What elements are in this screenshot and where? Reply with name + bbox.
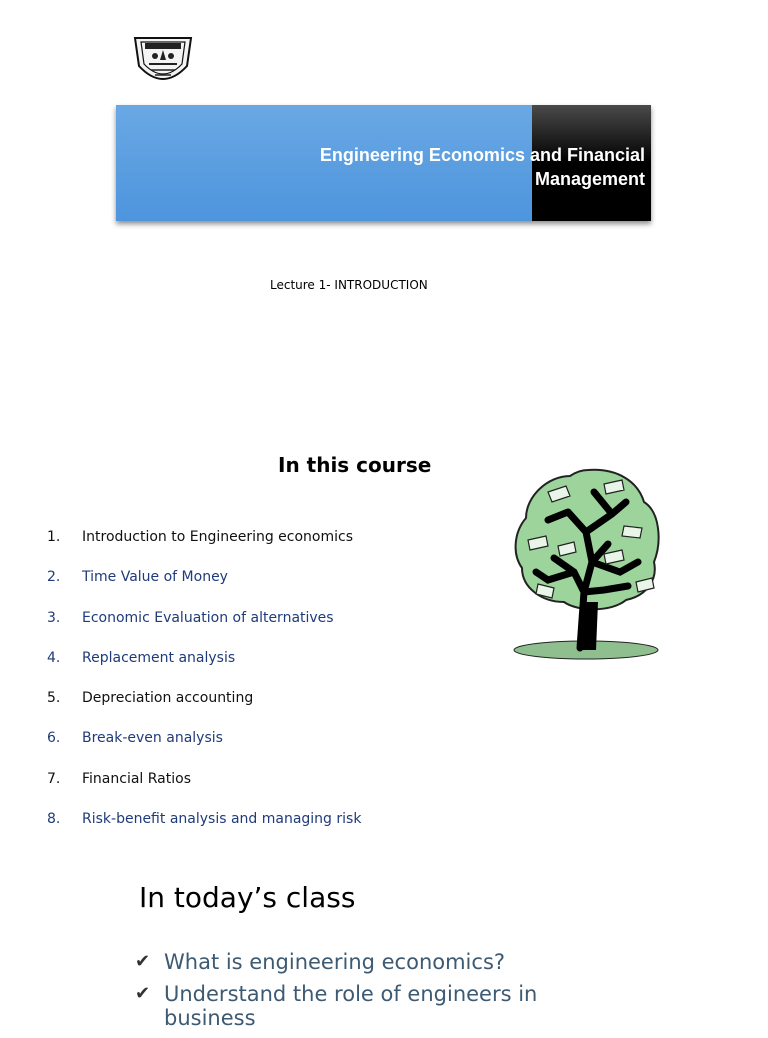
list-item-number: 2. bbox=[47, 569, 61, 586]
list-item-text: Depreciation accounting bbox=[82, 690, 254, 707]
list-item-number: 3. bbox=[47, 609, 61, 626]
list-item-text: Financial Ratios bbox=[82, 770, 191, 787]
list-item-number: 7. bbox=[47, 770, 61, 787]
title-banner bbox=[116, 105, 651, 221]
page-title: Engineering Economics and Financial Management bbox=[319, 145, 645, 189]
university-seal-icon bbox=[131, 28, 195, 88]
list-item-text: Introduction to Engineering economics bbox=[82, 529, 354, 545]
list-item bbox=[135, 950, 584, 974]
list-item-text: Time Value of Money bbox=[82, 569, 228, 586]
lecture-subtitle: Lecture 1- INTRODUCTION bbox=[270, 278, 428, 292]
list-item-text: Understand the role of engineers in business bbox=[164, 982, 538, 1030]
list-item-number: 4. bbox=[47, 649, 61, 666]
list-item-text: What is engineering economics? bbox=[164, 950, 506, 974]
list-item-number: 1. bbox=[47, 529, 61, 545]
list-item-text: Risk-benefit analysis and managing risk bbox=[82, 811, 362, 828]
list-item-text: Economic Evaluation of alternatives bbox=[82, 609, 334, 626]
today-topic-list bbox=[135, 950, 584, 1038]
check-mark-icon: ✔ bbox=[135, 951, 151, 972]
list-item-text: Break-even analysis bbox=[82, 730, 223, 747]
list-item bbox=[135, 982, 584, 1030]
course-heading: In this course bbox=[278, 453, 432, 477]
money-tree-icon bbox=[508, 462, 668, 672]
list-item-number: 5. bbox=[47, 690, 61, 707]
check-mark-icon: ✔ bbox=[135, 983, 151, 1004]
list-item-number: 6. bbox=[47, 730, 61, 747]
list-item-text: Replacement analysis bbox=[82, 649, 236, 666]
list-item-number: 8. bbox=[47, 811, 61, 828]
today-heading: In today’s class bbox=[139, 881, 356, 914]
